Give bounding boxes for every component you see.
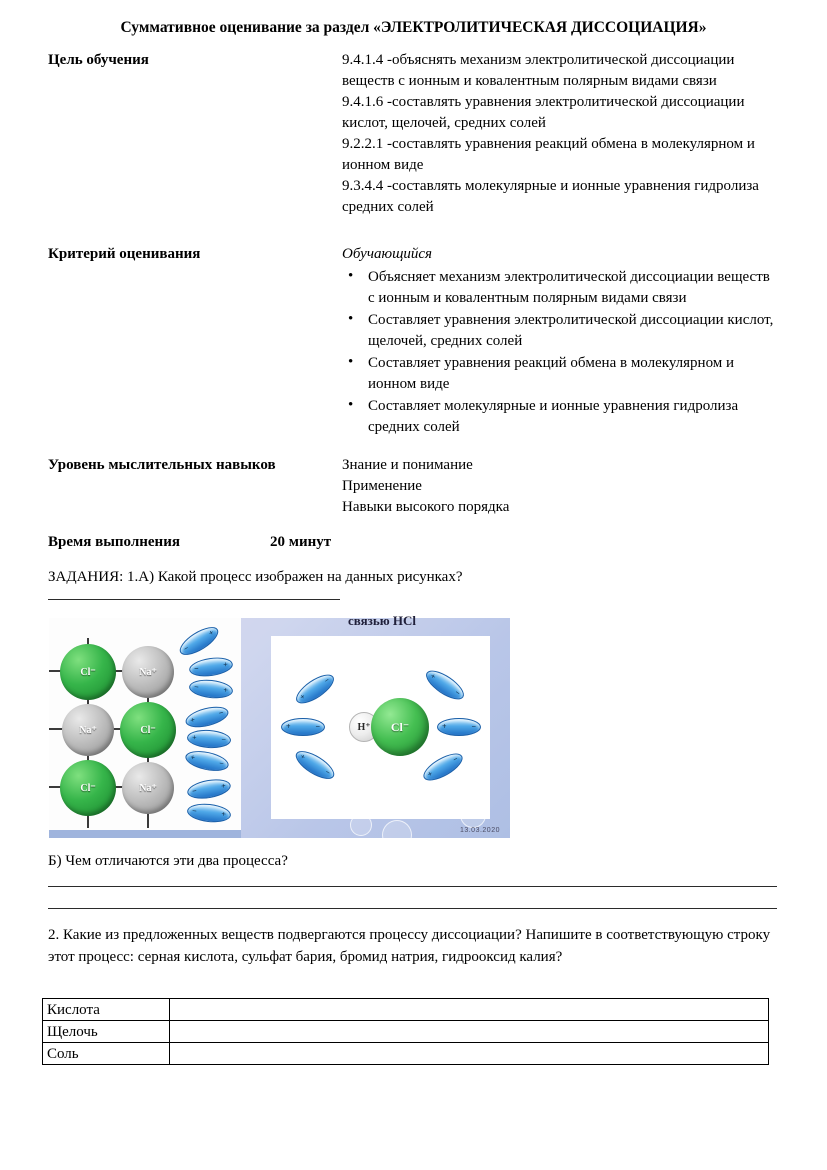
dipole-charge-positive: + (428, 671, 438, 682)
criteria-item: • Составляет молекулярные и ионные уравнения гидролиза средних солей (342, 396, 779, 438)
task-2-question: 2. Какие из предложенных веществ подвергаются процессу диссоциации? Напишите в соответствующую строку этот процесс: серная кислота, сульфат бария, бромид натрия, гидрооксид калия? (48, 927, 771, 965)
criteria-intro: Обучающийся (342, 246, 433, 262)
criteria-label: Критерий оценивания (48, 246, 201, 262)
ion-chloride: Cl⁻ (60, 644, 116, 700)
chemistry-dissociation-figure (49, 613, 510, 838)
water-dipole (186, 802, 232, 825)
dipole-charge-positive: + (286, 722, 291, 731)
dipole-charge-positive: + (220, 781, 227, 791)
dipole-charge-positive: + (220, 809, 227, 819)
figure-left-panel-ionic-lattice (49, 618, 241, 830)
criteria-item: • Составляет уравнения реакций обмена в молекулярном и ионном виде (342, 353, 779, 395)
table-row-input[interactable] (170, 1043, 769, 1065)
table-row (43, 1043, 769, 1065)
dipole-charge-negative: − (221, 734, 227, 745)
table-row-label: Соль (43, 1043, 170, 1065)
dipole-charge-negative: − (218, 758, 225, 769)
time-label: Время выполнения (48, 534, 180, 550)
figure-date-stamp: 13.03.2020 (459, 827, 500, 834)
objectives-label: Цель обучения (48, 52, 149, 68)
water-dipole (186, 728, 231, 749)
task-1a-question: ЗАДАНИЯ: 1.А) Какой процесс изображен на данных рисунках? (48, 569, 463, 585)
page-title: Суммативное оценивание за раздел «ЭЛЕКТРОЛИТИЧЕСКАЯ ДИССОЦИАЦИЯ» (120, 19, 707, 36)
table-row (43, 1021, 769, 1043)
dipole-charge-negative: − (315, 722, 320, 731)
objective-item: 9.3.4.4 -составлять молекулярные и ионные уравнения гидролиза средних солей (342, 178, 759, 215)
dipole-charge-negative: − (193, 682, 200, 692)
decorative-bubble (382, 820, 412, 850)
criteria-item: • Составляет уравнения электролитической диссоциации кислот, щелочей, средних солей (342, 310, 779, 352)
skill-item: Применение (342, 478, 422, 494)
water-dipole (422, 665, 469, 705)
water-dipole (281, 718, 325, 736)
decorative-bubble (460, 802, 486, 828)
skills-label: Уровень мыслительных навыков (48, 457, 276, 473)
dipole-charge-positive: + (298, 751, 308, 762)
dipole-charge-negative: − (217, 708, 225, 718)
water-dipole (176, 622, 223, 661)
ion-chloride: Cl⁻ (60, 760, 116, 816)
dipole-charge-negative: − (323, 767, 333, 778)
dipole-charge-negative: − (451, 754, 460, 765)
ion-sodium: Na⁺ (122, 646, 174, 698)
dipole-charge-negative: − (453, 687, 462, 698)
decorative-bubble (454, 768, 490, 804)
dipole-charge-positive: + (189, 715, 196, 725)
objective-item: 9.4.1.4 -объяснять механизм электролитической диссоциации веществ с ионным и ковалентным полярным видами связи (342, 52, 735, 89)
objective-item: 9.4.1.6 -составлять уравнения электролитической диссоциации кислот, щелочей, средних солей (342, 94, 745, 131)
table-row-label: Кислота (43, 999, 170, 1021)
criteria-content (342, 244, 779, 439)
dipole-charge-positive: + (222, 659, 229, 670)
task-1b-question: Б) Чем отличаются эти два процесса? (48, 853, 288, 869)
criteria-list (342, 267, 779, 438)
water-dipole (437, 718, 481, 736)
decorative-bubble (350, 814, 372, 836)
task-1b-answer-line[interactable] (48, 886, 777, 887)
slide-base-strip (49, 830, 241, 838)
dipole-charge-negative: − (193, 663, 200, 674)
dipole-charge-negative: − (322, 675, 332, 686)
table-row (43, 999, 769, 1021)
dipole-charge-negative: − (191, 786, 198, 796)
dipole-charge-positive: + (222, 685, 229, 695)
dipole-charge-positive: + (298, 691, 307, 702)
task-1a-answer-line[interactable] (48, 599, 340, 600)
dipole-charge-positive: + (442, 722, 447, 731)
skills-content (342, 455, 779, 518)
atom-chloride: Cl⁻ (371, 698, 429, 756)
water-dipole (292, 669, 339, 709)
answer-table (42, 998, 769, 1065)
ion-sodium: Na⁺ (122, 762, 174, 814)
table-row-input[interactable] (170, 1021, 769, 1043)
ion-chloride: Cl⁻ (120, 702, 176, 758)
dipole-charge-positive: + (191, 732, 197, 743)
ion-sodium: Na⁺ (62, 704, 114, 756)
water-dipole (188, 655, 234, 679)
figure-right-panel-hcl (254, 613, 510, 838)
dipole-charge-positive: + (189, 752, 196, 763)
skill-item: Навыки высокого порядка (342, 499, 510, 515)
dipole-charge-positive: + (206, 627, 216, 638)
criteria-item: • Объясняет механизм электролитической диссоциации веществ с ионным и ковалентным полярным видами связи (342, 267, 779, 309)
dipole-charge-negative: − (181, 643, 191, 654)
dipole-charge-negative: − (191, 806, 198, 816)
table-row-input[interactable] (170, 999, 769, 1021)
task-1b-answer-line[interactable] (48, 908, 777, 909)
water-dipole (188, 678, 234, 701)
water-dipole (184, 748, 231, 775)
water-dipole (292, 746, 339, 785)
objectives-content (342, 50, 779, 218)
objective-item: 9.2.2.1 -составлять уравнения реакций обмена в молекулярном и ионном виде (342, 136, 755, 173)
figure-caption: связью HCl (347, 613, 417, 628)
atom-hydrogen: H⁺ (349, 712, 379, 742)
dipole-charge-negative: − (471, 722, 476, 731)
water-dipole (183, 703, 230, 731)
dipole-charge-positive: + (425, 768, 435, 779)
time-value: 20 минут (270, 534, 332, 550)
water-dipole (186, 776, 232, 801)
table-row-label: Щелочь (43, 1021, 170, 1043)
skill-item: Знание и понимание (342, 457, 473, 473)
